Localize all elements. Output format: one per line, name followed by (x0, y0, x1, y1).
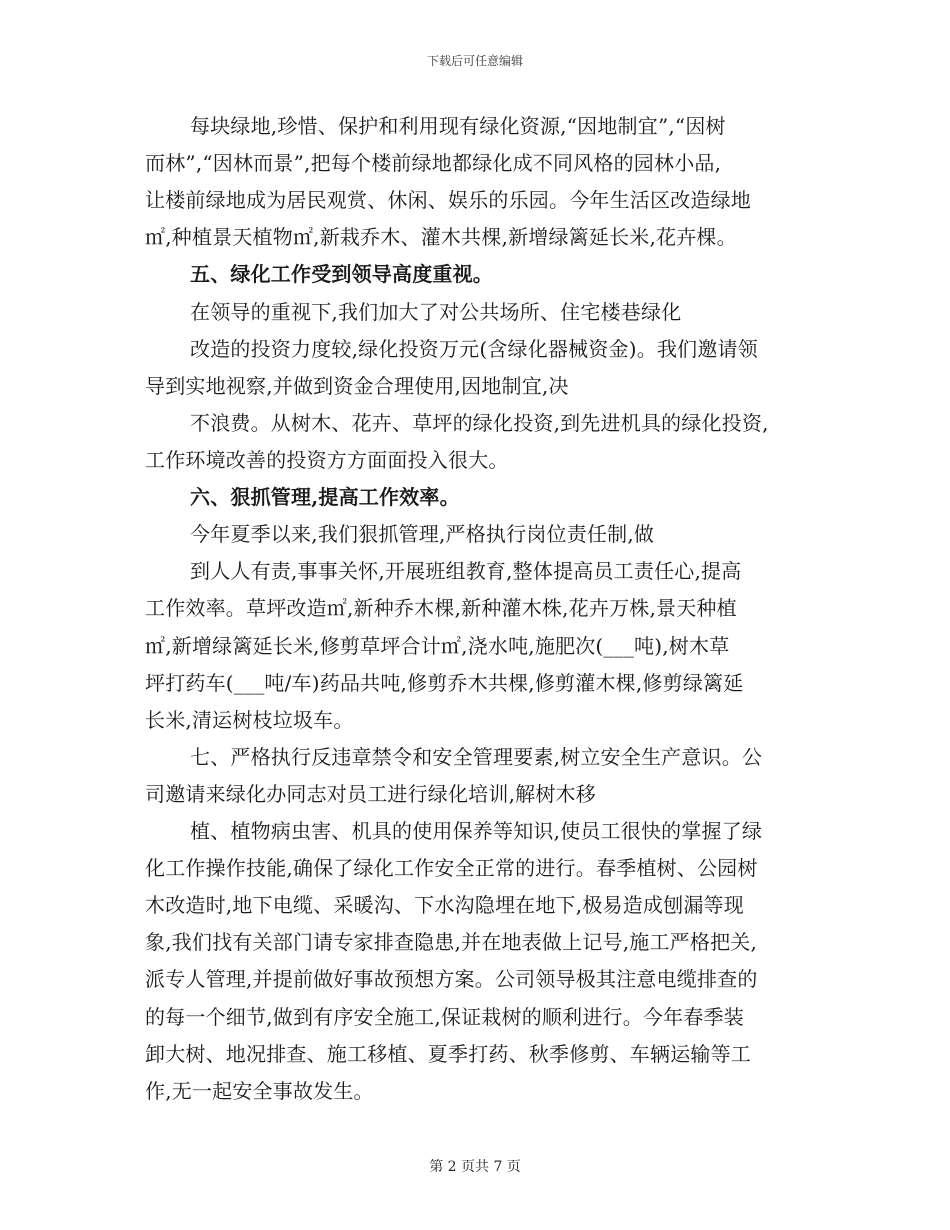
text-line: 改造的投资力度较,绿化投资万元(含绿化器械资金)。我们邀请领 (190, 337, 758, 361)
text-line: 植、植物病虫害、机具的使用保养等知识,使员工很快的掌握了绿 (190, 819, 763, 843)
text-line: 让楼前绿地成为居民观赏、休闲、娱乐的乐园。今年生活区改造绿地 (145, 188, 751, 212)
text-line: 作,无一起安全事故发生。 (145, 1079, 374, 1103)
text-line: 象,我们找有关部门请专家排查隐患,并在地表做上记号,施工严格把关, (145, 930, 758, 954)
section-heading: 五、绿化工作受到领导高度重视。 (190, 262, 493, 286)
text-line: 七、严格执行反违章禁令和安全管理要素,树立安全生产意识。公 (190, 745, 763, 769)
text-line: 导到实地视察,并做到资金合理使用,因地制宜,决 (145, 374, 569, 398)
text-line: 的每一个细节,做到有序安全施工,保证栽树的顺利进行。今年春季装 (145, 1005, 744, 1029)
text-line: 卸大树、地况排查、施工移植、夏季打药、秋季修剪、车辆运输等工 (145, 1042, 751, 1066)
text-line: 化工作操作技能,确保了绿化工作安全正常的进行。春季植树、公园树 (145, 856, 758, 880)
text-line: 工作效率。草坪改造㎡,新种乔木棵,新种灌木株,花卉万株,景天种植 (145, 596, 737, 620)
text-line: 在领导的重视下,我们加大了对公共场所、住宅楼巷绿化 (190, 300, 682, 324)
text-line: 工作环境改善的投资方方面面投入很大。 (145, 448, 509, 472)
text-line: 到人人有责,事事关怀,开展班组教育,整体提高员工责任心,提高 (190, 559, 742, 583)
text-line: 不浪费。从树木、花卉、草坪的绿化投资,到先进机具的绿化投资, (190, 411, 769, 435)
text-line: 司邀请来绿化办同志对员工进行绿化培训,解树木移 (145, 782, 596, 806)
text-line: 每块绿地,珍惜、保护和利用现有绿化资源,“因地制宜”,“因树 (190, 114, 726, 138)
text-line: 木改造时,地下电缆、采暖沟、下水沟隐埋在地下,极易造成刨漏等现 (145, 893, 744, 917)
text-line: ㎡,新增绿篱延长米,修剪草坪合计㎡,浇水吨,施肥次(___吨),树木草 (145, 634, 730, 658)
page-footer: 第 2 页共 7 页 (429, 1159, 521, 1175)
text-line: 派专人管理,并提前做好事故预想方案。公司领导极其注意电缆排查的 (145, 967, 758, 991)
text-line: 今年夏季以来,我们狠抓管理,严格执行岗位责任制,做 (190, 522, 655, 546)
text-line: 而林”,“因林而景”,把每个楼前绿地都绿化成不同风格的园林小品, (145, 151, 722, 175)
text-line: ㎡,种植景天植物㎡,新栽乔木、灌木共棵,新增绿篱延长米,花卉棵。 (145, 225, 737, 249)
page-header: 下载后可任意编辑 (426, 54, 523, 68)
text-line: 坪打药车(___吨/车)药品共吨,修剪乔木共棵,修剪灌木棵,修剪绿篱延 (145, 671, 744, 695)
section-heading: 六、狠抓管理,提高工作效率。 (190, 485, 460, 509)
text-line: 长米,清运树枝垃圾车。 (145, 708, 354, 732)
